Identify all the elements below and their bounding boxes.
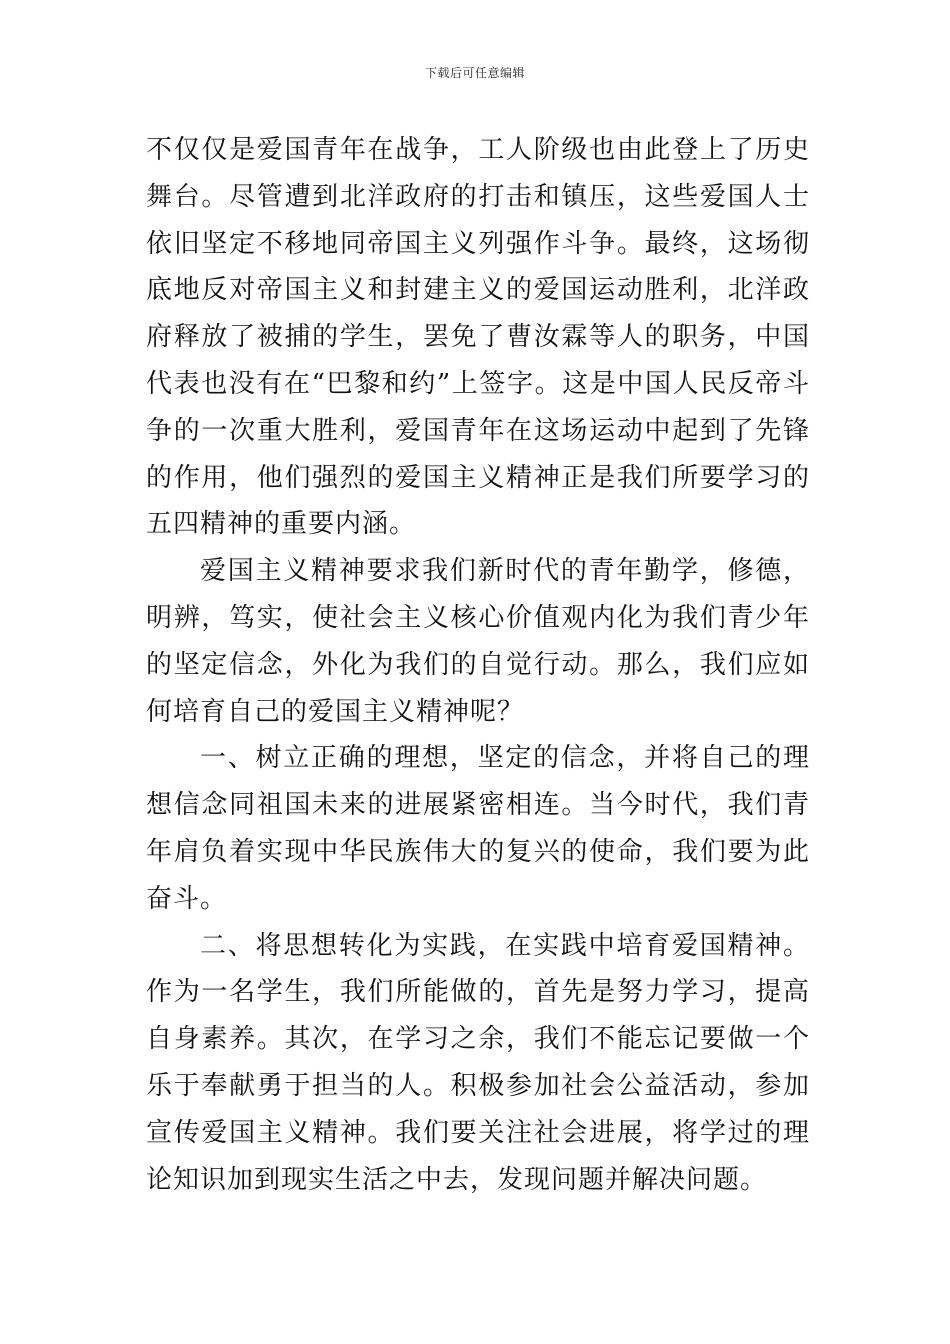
paragraph-patriotism-requirements: 爱国主义精神要求我们新时代的青年勤学，修德，明辨，笃实，使社会主义核心价值观内化为我们青少年的坚定信念，外化为我们的自觉行动。那么，我们应如何培育自己的爱国主义精神呢？ (146, 556, 810, 727)
document-body (146, 127, 810, 1203)
paragraph-point-one: 一、树立正确的理想，坚定的信念，并将自己的理想信念同祖国未来的进展紧密相连。当今时代，我们青年肩负着实现中华民族伟大的复兴的使命，我们要为此奋斗。 (146, 743, 810, 914)
paragraph-point-two: 二、将思想转化为实践，在实践中培育爱国精神。作为一名学生，我们所能做的，首先是努力学习，提高自身素养。其次，在学习之余，我们不能忘记要做一个乐于奉献勇于担当的人。积极参加社会公益活动，参加宣传爱国主义精神。我们要关注社会进展，将学过的理论知识加到现实生活之中去，发现问题并解决问题。 (146, 930, 810, 1195)
page-header: 下载后可任意编辑 (424, 66, 525, 80)
paragraph-continuation: 不仅仅是爱国青年在战争，工人阶级也由此登上了历史舞台。尽管遭到北洋政府的打击和镇压，这些爱国人士依旧坚定不移地同帝国主义列强作斗争。最终，这场彻底地反对帝国主义和封建主义的爱国运动胜利，北洋政府释放了被捕的学生，罢免了曹汝霖等人的职务，中国代表也没有在“巴黎和约”上签字。这是中国人民反帝斗争的一次重大胜利，爱国青年在这场运动中起到了先锋的作用，他们强烈的爱国主义精神正是我们所要学习的五四精神的重要内涵。 (146, 135, 810, 540)
